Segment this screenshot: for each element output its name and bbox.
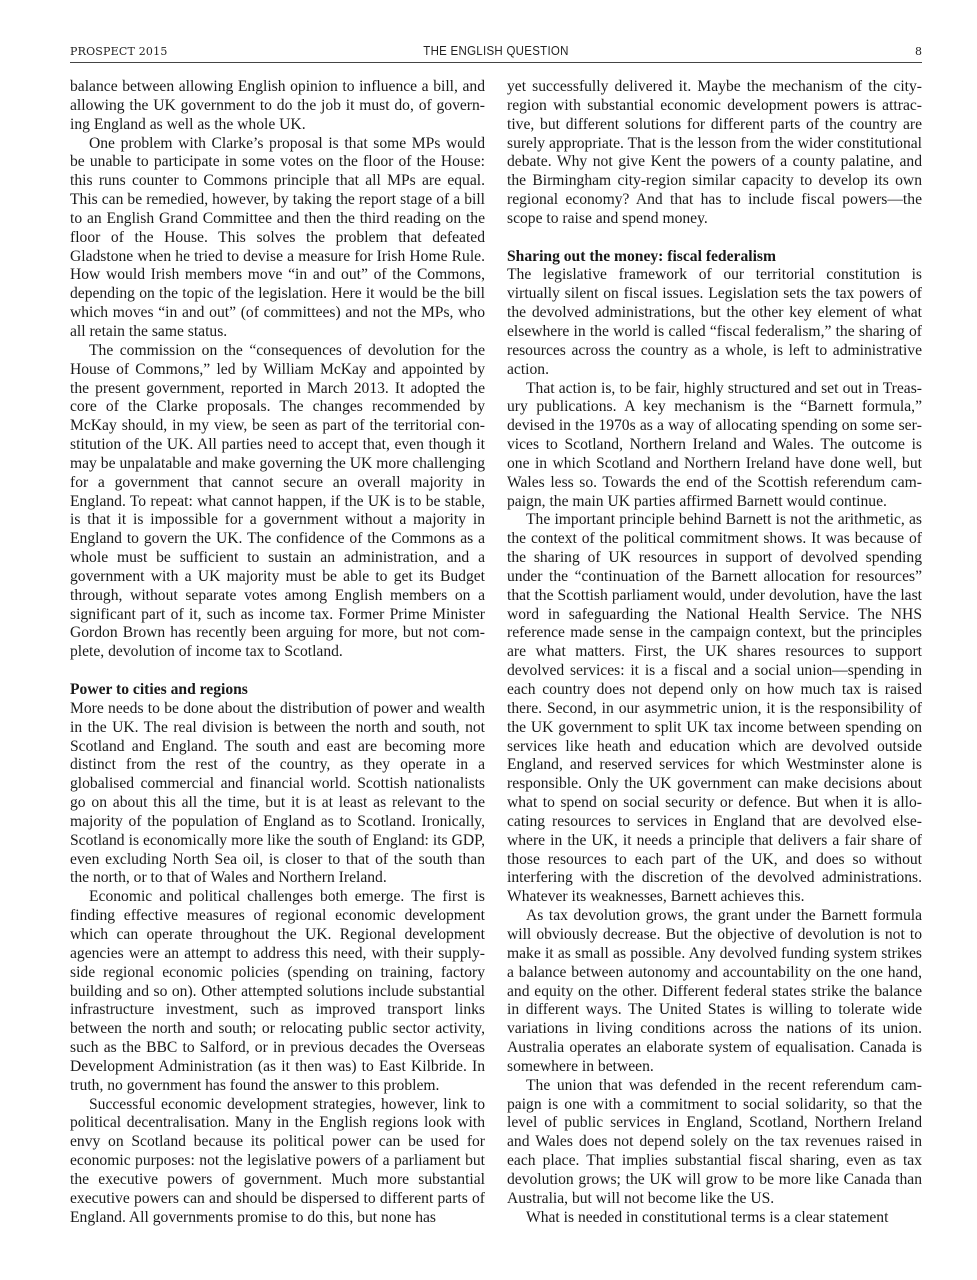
paragraph: The commission on the “consequences of devolution for the House of Commons,” led by William McKay and appointed by the present government, reported in March 2013. It adopted the core of the Clarke proposals. The changes recommended by McKay should, in my view, be seen as part of the territorial constitution of the UK. All parties need to accept that, even though it may be unpalatable and make governing the UK more challenging for a government that cannot secure an overall majority in England. To repeat: what cannot happen, if the UK is to be stable, is that it is impossible for a government without a majority in England to govern the UK. The confidence of the Commons as a whole must be sufficient to sustain an administration, and a government with a UK majority must be able to get its Budget through, without separate votes among English members on a significant part of it, such as income tax. Former Prime Minister Gordon Brown has recently been arguing for more, but not complete, devolution of income tax to Scotland.: [70, 341, 485, 661]
paragraph: What is needed in constitutional terms is a clear statement: [526, 1208, 889, 1226]
paragraph: As tax devolution grows, the grant under the Barnett formula will obviously decrease. But the objective of devolution is not to make it as small as possible. Any devolved funding system strikes a balance between autonomy and accountability on the one hand, and equity on the other. Different federal states strike the balance in different ways. The United States is willing to tolerate wide variations in living conditions across the nations of its union. Australia operates an elaborate system of equalisation. Canada is somewhere in between.: [507, 907, 922, 1075]
section-heading: Sharing out the money: fiscal federalism: [507, 247, 776, 265]
paragraph: yet successfully delivered it. Maybe the mechanism of the city-region with substantial economic development powers is attractive, but different solutions for different parts of the country are surely appropriate. That is the lesson from the wider constitutional debate. Why not give Kent the powers of a county palatine, and the Birmingham city-region similar capacity to develop its own regional economy? And that has to include fiscal powers—the scope to raise and spend money.: [507, 78, 922, 227]
right-column: [507, 78, 922, 1227]
page-number: 8: [915, 45, 922, 58]
paragraph: That action is, to be fair, highly structured and set out in Treasury publications. A key mechanism is the “Barnett formula,” devised in the 1970s as a way of allocating spending on some services to Scotland, Northern Ireland and Wales. The outcome is one in which Scotland and Northern Ireland have done well, but Wales less so. Towards the end of the Scottish referendum campaign, the main UK parties affirmed Barnett would continue.: [507, 379, 922, 510]
page-header: [70, 42, 922, 63]
paragraph: Economic and political challenges both emerge. The first is finding effective measures of regional economic development which can operate throughout the UK. Regional development agencies were an attempt to address this need, with their supply-side regional economic policies (spending on training, factory building and so on). Other attempted solutions include substantial infrastructure investment, such as improved transport links between the north and south; or relocating public sector activity, such as the BBC to Salford, or in previous decades the Overseas Development Administration (as it then was) to East Kilbride. In truth, no government has found the answer to this problem.: [70, 888, 485, 1094]
paragraph: balance between allowing English opinion to influence a bill, and allowing the UK government to do the job it must do, of governing England as well as the whole UK.: [70, 78, 485, 133]
paragraph: One problem with Clarke’s proposal is that some MPs would be unable to participate in some votes on the floor of the House: this runs counter to Commons principle that all MPs are equal. This can be remedied, however, by taking the report stage of a bill to an English Grand Committee and then the third reading on the floor of the House. This solves the problem that defeated Gladstone when he tried to devise a measure for Irish Home Rule. How would Irish members move “in and out” of the Commons, depending on the topic of the legislation. Here it would be the bill which moves “in and out” (of committees) and not the MPs, who all retain the same status.: [70, 134, 485, 340]
paragraph: Successful economic development strategies, however, link to political decentralisation. Many in the English regions look with envy on Scotland because its political power can be used for economic purposes: not the legislative powers of a parliament but the executive powers of government. Much more substantial executive powers can and should be dispersed to different parts of England. All governments promise to do this, but none has: [70, 1095, 485, 1226]
publication-name: PROSPECT 2015: [70, 45, 168, 58]
section-heading: Power to cities and regions: [70, 681, 248, 698]
section-title: THE ENGLISH QUESTION: [423, 44, 569, 58]
paragraph: More needs to be done about the distribution of power and wealth in the UK. The real division is between the north and south, not Scotland and England. The south and east are becoming more distinct from the rest of the country, as they operate in a globalised commercial and financial world. Scottish nationalists go on about this all the time, but it is at least as relevant to the majority of the population of England as to Scotland. Ironically, Scotland is economically more like the south of England: its GDP, even excluding North Sea oil, is closer to that of the south than the north, or to that of Wales and Northern Ireland.: [70, 699, 485, 887]
paragraph: The important principle behind Barnett is not the arithmetic, as the context of the political commitment shows. It was because of the sharing of UK resources in support of devolved spending under the “continuation of the Barnett allocation for resources” that the Scottish parliament would, under devolution, have the last word in safeguarding the National Health Service. The NHS reference made sense in the campaign context, but the principles are what matters. First, the UK shares resources to support devolved services: it is a fiscal and a social union—spending in each country does not depend only on how much tax is raised there. Second, in our asymmetric union, it is the responsibility of the UK government to split UK tax income between spending on services like heath and education which are devolved outside England, and reserved services for which Westminster alone is responsible. Only the UK government can make decisions about what to spend on social security or defence. But when it is allocating resources to services in England that are devolved elsewhere in the UK, it needs a principle that delivers a fair share of those resources to each part of the UK, and does so without interfering with the discretion of the devolved administrations. Whatever its weaknesses, Barnett achieves this.: [507, 511, 922, 906]
left-column: [70, 78, 485, 1227]
paragraph: The legislative framework of our territorial constitution is virtually silent on fiscal issues. Legislation sets the tax powers of the devolved administrations, but the other key element of what elsewhere in the world is called “fiscal federalism,” the sharing of resources across the country as a whole, is left to administrative action.: [507, 266, 922, 378]
paragraph: The union that was defended in the recent referendum campaign is one with a commitment to social solidarity, so that the level of public services in England, Scotland, Northern Ireland and Wales does not depend solely on the tax revenues raised in each place. That implies substantial fiscal sharing, even as tax devolution grows; the UK will grow to be more like Canada than Australia, but will not become like the US.: [507, 1076, 922, 1207]
